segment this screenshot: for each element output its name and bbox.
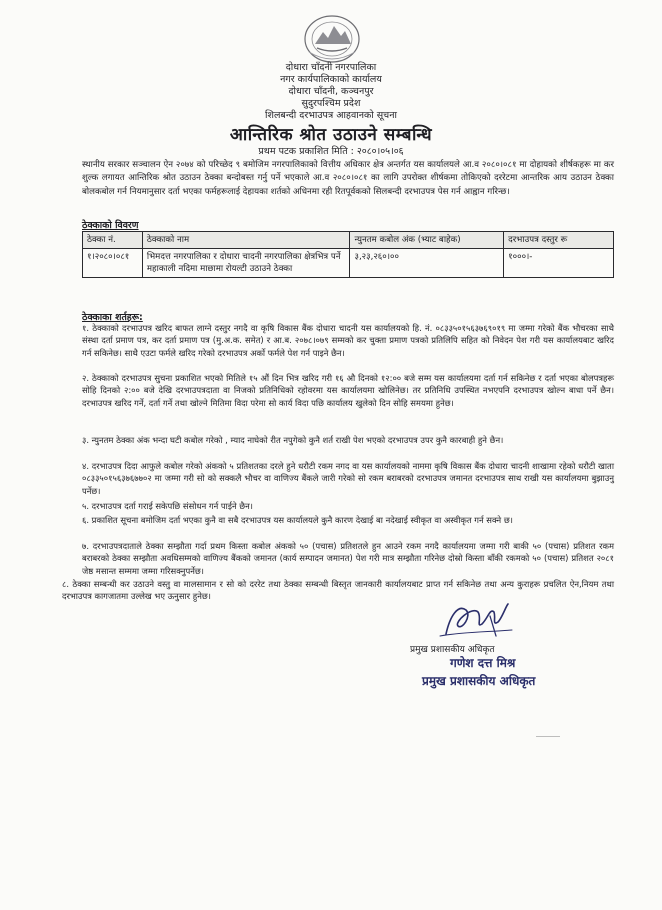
government-emblem-icon: [303, 14, 361, 64]
conditions-title: ठेक्काका शर्तहरू:: [82, 312, 143, 323]
col-header-tender-no: ठेक्का नं.: [83, 232, 143, 249]
signatory-stamp-title: प्रमुख प्रशासकीय अधिकृत: [422, 674, 536, 688]
office-address: दोधारा चाँदनी, कञ्चनपुर: [288, 86, 374, 97]
cell-fee: १०००।-: [504, 249, 614, 278]
cell-tender-name: भिमदत्त नगरपालिका र दोधारा चादनी नगरपालिका क्षेत्रभित्र पर्ने महाकाली नदिमा माछामा रोयल्टी उठाउने ठेक्का: [142, 249, 350, 278]
cell-tender-no: १।२०८०।०८१: [83, 249, 143, 278]
handwritten-signature: [432, 596, 518, 644]
signatory-label: प्रमुख प्रशासकीय अधिकृत: [410, 645, 495, 655]
office-subtitle: नगर कार्यपालिकाको कार्यालय: [280, 74, 382, 85]
notice-title: आन्तिरिक श्रोत उठाउने सम्बन्धि: [229, 125, 433, 145]
condition-item-6: ६. प्रकाशित सूचना बमोजिम दर्ता भएका कुनै वा सबै दरभाउपत्र यस कार्यालयले कुनै कारण देखाई बा नदेखाई स्वीकृत वा अस्वीकृत गर्न सक्ने छ।: [82, 515, 513, 525]
condition-item-8: ८. ठेक्का सम्बन्धी कर उठाउने वस्तु वा मालसामान र सो को दररेट तथा ठेक्का सम्बन्धी बिस्तृत जानकारी कार्यालयबाट प्राप्त गर्न सकिनेछ तथा अन्य कुराहरू प्रचलित ऐन,नियम तथा दरभाउपत्र कागजातमा उल्लेख भए ऊनुसार हुनेछ।: [62, 579, 614, 602]
notice-type: शिलबन्दी दरभाउपत्र आहवानको सूचना: [265, 110, 397, 121]
intro-paragraph: स्थानीय सरकार सञ्चालन ऐन २०७४ को परिच्छेद ९ बमोजिम नगरपालिकाको वित्तीय अधिकार क्षेत्र अन्तर्गत यस कार्यालयले आ.व २०८०।०८१ मा दोहायको शीर्षकहरू मा कर शुल्क लगायत आन्तिरिक श्रोत उठाउन ठेक्का बन्दोबस्त गर्नु पर्ने भएकाले आ.व २०८०।०८१ का लागि उपरोक्त शीर्षकमा तोकिएको दररेटमा आन्तरिक आय उठाउन ठेक्का बोलकबोल गर्न नियमानुसार दर्ता भएका फर्महरूलाई देहायका शर्तको अधिनमा रही रितपूर्वकको सिलबन्दी दरभाउपत्र पेस गर्न आह्वान गरिन्छ।: [82, 160, 614, 197]
condition-item-7: ७. दरभाउपत्रदाताले ठेक्का सम्झौता गर्दा प्रथम किस्ता कबोल अंकको ५० (पचास) प्रतिशतले हुन आउने रकम नगदै कार्यालयमा जम्मा गरी बाकी ५० (पचास) प्रतिशत रकम बराबरको ठेक्का सम्झौता अवधिसम्मको वाणिज्य बैंकको जमानत (कार्य सम्पादन जमानत) पेश गरी मात्र सम्झौता गरिनेछ दोस्रो किस्ता बाँकी रकमको ५० (पचास) प्रतिशत २०८१ जेष्ठ मसान्त सम्ममा जम्मा गरिसक्नुपर्नेछ।: [82, 541, 614, 576]
condition-item-5: ५. दरभाउपत्र दर्ता गराई सकेपछि संसोधन गर्न पाईने छैन।: [82, 501, 253, 511]
cell-min-bid: ३,२३,२६०।००: [350, 249, 504, 278]
col-header-tender-name: ठेक्काको नाम: [142, 232, 350, 249]
tender-table-header-row: [83, 232, 614, 249]
signatory-stamp-name: गणेश दत्त मिश्र: [450, 656, 516, 670]
col-header-min-bid: न्युनतम कबोल अंक (भ्याट बाहेक): [350, 232, 504, 249]
condition-item-3: ३. न्युनतम ठेक्का अंक भन्दा घटी कबोल गरेको , म्याद नाघेको रीत नपुगेको कुनै शर्त राखी पेश भएको दरभाउपत्र उपर कुनै कारबाही हुने छैन।: [82, 435, 504, 445]
condition-item-1: १. ठेक्काको दरभाउपत्र खरिद बाफत लाग्ने दस्तुर नगदै वा कृषि विकास बैंक दोधारा चादनी यस कार्यालयको हि. नं. ०८३३५०१५६३७६९०१९ मा जम्मा गरेको बैंक भौचरका साथै संस्था दर्ता प्रमाण पत्र, कर दर्ता प्रमाण पत्र (मु.अ.क. समेत) र आ.ब. २०७८।०७९ सम्मको कर चुक्ता प्रमाण पत्रको प्रतिलिपि सहित को निवेदन पेश गरी यस कार्यालयबाट खरिद गर्न सकिनेछ। साथै एउटा फर्मले खरिद गरेको दरभाउपत्र अर्को फर्मले पेश गर्न पाइने छैन।: [82, 323, 614, 358]
office-name: दोधारा चाँदनी नगरपालिका: [285, 62, 377, 73]
tender-section-title: ठेक्काको विवरण: [82, 220, 139, 231]
col-header-fee: दरभाउपत्र दस्तुर रू: [504, 232, 614, 249]
condition-item-2: २. ठेक्काको दरभाउपत्र सुचना प्रकाशित भएको मितिले १५ औं दिन भित्र खरिद गरी १६ औ दिनको १२:०० बजे सम्म यस कार्यालयमा दर्ता गर्न सकिनेछ र दर्ता भएका बोलपत्रहरू सोहि दिनको २:०० बजे देखि दरभाउपत्रदाता वा निजको प्रतिनिधिको रहोवरमा यस कार्यालयमा खोलिनेछ। तर प्रतिनिधि उपस्थित नभएपनि दरभाउपत्र खोल्न बाधा पर्ने छैन। दरभाउपत्र खरिद गर्ने, दर्ता गर्ने तथा खोल्ने मितिमा विदा परेमा सो कार्य विदा पछि कार्यालय खुलेको दिन सोहि समयमा हुनेछ।: [82, 373, 614, 408]
published-date: प्रथम पटक प्रकाशित मिति : २०८०।०५।०६: [258, 146, 404, 157]
condition-item-4: ४. दरभाउपत्र दिदा आफुले कबोल गरेको अंकको ५ प्रतिशतका दरले हुने धरौटी रकम नगद वा यस कार्यालयको नाममा कृषि विकास बैंक दोधारा चादनी शाखामा रहेको धरौटी खाता ०८३३५०१५६३७६७७०२ मा जम्मा गरी सो को सक्कलै भौचर वा वाणिज्य बैंकले जारी गरेको सो रकम बराबरको दरभाउपत्र जमानत दरभाउपत्र साथ राखी यस कार्यालयमा बुझाउनु पर्नेछ।: [82, 461, 614, 496]
page-mark: [536, 736, 560, 747]
table-row: [83, 249, 614, 278]
province-name: सुदुरपश्चिम प्रदेश: [301, 98, 361, 109]
tender-table: [82, 231, 614, 278]
